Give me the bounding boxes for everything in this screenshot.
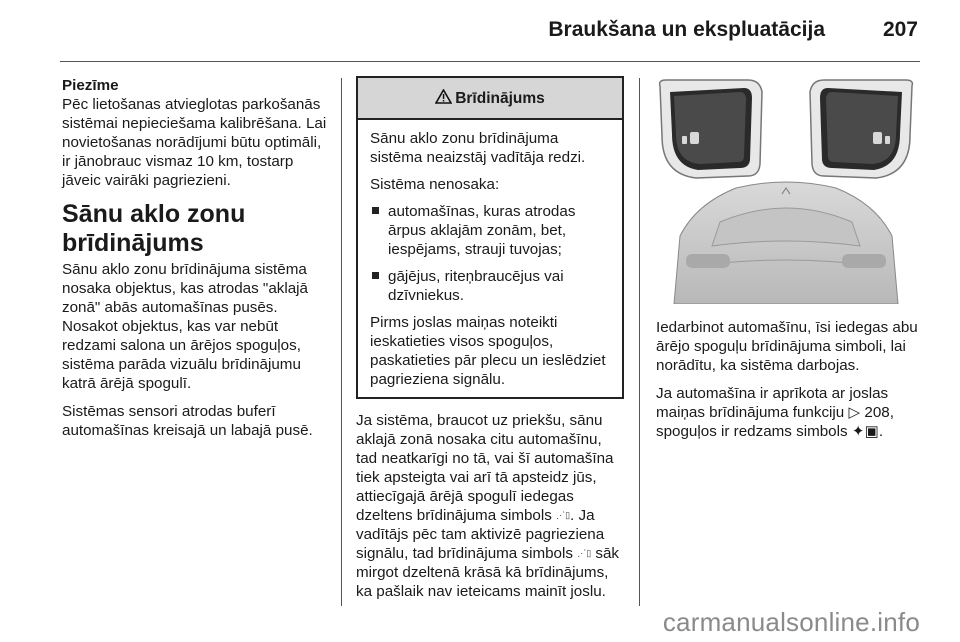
body-paragraph: Iedarbinot automašīnu, īsi iedegas abu ārējo spoguļu brīdinājuma simboli, lai norādītu, ka sistēma darbojas. (656, 319, 918, 374)
lane-change-warning-icon: ✦▣ (851, 423, 879, 440)
warning-intro: Sānu aklo zonu brīdinājuma sistēma neaizstāj vadītāja redzi. (370, 130, 586, 166)
warning-body (358, 120, 622, 397)
page-reference-link[interactable]: 208, (864, 404, 894, 421)
warning-triangle-icon (435, 89, 452, 108)
mirror-illustration (656, 76, 916, 304)
blind-spot-warning-icon: ⋰▯ (577, 548, 592, 558)
bullet-square-icon (372, 207, 379, 214)
body-paragraph: Ja automašīna ir aprīkota ar joslas maiņas brīdinājuma funkciju ▷ 208, spoguļos ir redzams simbols ✦▣. (656, 385, 894, 440)
body-paragraph: Sistēmas sensori atrodas buferī automašīnas kreisajā un labajā pusē. (62, 403, 313, 439)
warning-bullet-list (370, 202, 612, 305)
note-title: Piezīme (62, 77, 119, 94)
warning-advice: Pirms joslas maiņas noteikti ieskatieties visos spoguļos, paskatieties pār plecu un ieslēdziet pagrieziena signālu. (370, 314, 606, 388)
watermark: carmanualsonline.info (662, 607, 920, 637)
column-3 (656, 76, 918, 450)
list-item: gājējus, riteņbraucējus vai dzīvniekus. (370, 267, 612, 305)
warning-header (358, 78, 622, 120)
warning-detects: Sistēma nenosaka: (370, 176, 500, 193)
page-reference-arrow-icon: ▷ (848, 404, 861, 421)
warning-box (356, 76, 624, 399)
body-paragraph: Sānu aklo zonu brīdinājuma sistēma nosaka objektus, kas atrodas "aklajā zonā" abās automašīnas pusēs. Nosakot objektus, kas var nebūt redzami salona un ārējos spoguļos, sistēma parāda vizuālu brīdinājumu katrā ārējā spogulī. (62, 261, 309, 392)
column-1 (62, 76, 330, 449)
column-2 (356, 76, 624, 610)
blind-spot-warning-icon: ⋰▯ (556, 510, 571, 520)
note-text: Pēc lietošanas atvieglotas parkošanās sistēmai nepieciešama kalibrēšana. Lai novietošanas norādījumi būtu optimāli, ir jānobrauc vismaz 10 km, tostarp jāveic vairāki pagriezieni. (62, 96, 327, 189)
body-paragraph: Ja sistēma, braucot uz priekšu, sānu aklajā zonā nosaka citu automašīnu, tad neatkarīgi no tā, vai šī automašīna tiek apsteigta vai arī tā apsteidz jūs, attiecīgajā ārējā spogulī iedegas dzeltens brīdinājuma simbols ⋰▯. Ja vadītājs pēc tam aktivizē pagrieziena signālu, tad brīdinājuma simbols ⋰▯ sāk mirgot dzeltenā krāsā kā brīdinājums, ka pašlaik nav ieteicams mainīt joslu. (356, 412, 620, 600)
header-title: Braukšana un ekspluatācija (548, 18, 825, 41)
column-divider-2 (639, 78, 640, 606)
column-divider-1 (341, 78, 342, 606)
page-number: 207 (882, 18, 918, 41)
list-item: automašīnas, kuras atrodas ārpus aklajām zonām, bet, iespējams, strauji tuvojas; (370, 202, 612, 259)
warning-title: Brīdinājums (455, 89, 545, 107)
bullet-square-icon (372, 272, 379, 279)
section-heading: Sānu aklo zonu brīdinājums (62, 200, 246, 257)
header-divider (60, 61, 920, 62)
